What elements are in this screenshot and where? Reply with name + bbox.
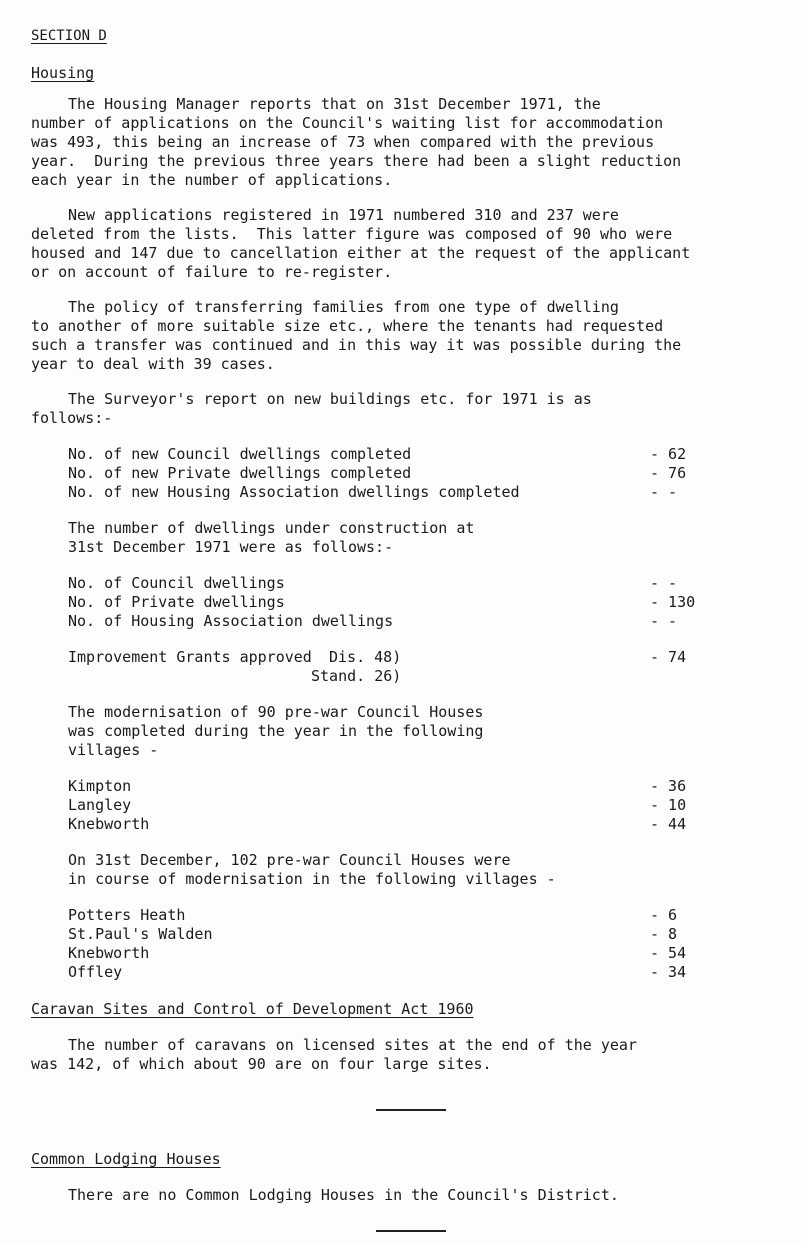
modern-village-value: - 36 xyxy=(650,777,687,795)
housing-para1-line: was 493, this being an increase of 73 when compared with the previous xyxy=(31,133,655,151)
course-intro-line: in course of modernisation in the following villages - xyxy=(68,870,556,888)
modern-intro-line: was completed during the year in the following xyxy=(68,722,484,740)
modern-village-value: - 44 xyxy=(650,815,687,833)
housing-heading: Housing xyxy=(31,64,95,82)
course-intro-line: On 31st December, 102 pre-war Council Houses were xyxy=(68,851,511,869)
course-village-value: - 6 xyxy=(650,906,678,924)
completed-label: No. of new Council dwellings completed xyxy=(68,445,412,463)
housing-para3-line: such a transfer was continued and in this way it was possible during the xyxy=(31,336,682,354)
modern-intro-line: villages - xyxy=(68,741,159,759)
course-village-label: St.Paul's Walden xyxy=(68,925,213,943)
lodging-heading: Common Lodging Houses xyxy=(31,1150,221,1168)
course-village-label: Potters Heath xyxy=(68,906,186,924)
construction-intro-line: The number of dwellings under construction at xyxy=(68,519,475,537)
construction-intro-line: 31st December 1971 were as follows:- xyxy=(68,538,394,556)
housing-para3-line: year to deal with 39 cases. xyxy=(31,355,275,373)
completed-label: No. of new Housing Association dwellings completed xyxy=(68,483,520,501)
housing-para3-line: to another of more suitable size etc., where the tenants had requested xyxy=(31,317,664,335)
grants-stand: Stand. 26) xyxy=(311,667,402,685)
housing-para1-line: number of applications on the Council's waiting list for accommodation xyxy=(31,114,664,132)
section-divider xyxy=(376,1230,446,1232)
section-divider xyxy=(376,1109,446,1111)
construction-label: No. of Housing Association dwellings xyxy=(68,612,394,630)
housing-para2-line: or on account of failure to re-register. xyxy=(31,263,393,281)
housing-para1-line: The Housing Manager reports that on 31st December 1971, the xyxy=(68,95,601,113)
construction-value: - 130 xyxy=(650,593,696,611)
modern-village-label: Kimpton xyxy=(68,777,132,795)
caravan-heading: Caravan Sites and Control of Development Act 1960 xyxy=(31,1000,474,1018)
modern-village-label: Langley xyxy=(68,796,132,814)
housing-para4-line: follows:- xyxy=(31,409,113,427)
course-village-value: - 8 xyxy=(650,925,678,943)
caravan-para-line: was 142, of which about 90 are on four large sites. xyxy=(31,1055,492,1073)
grants-label: Improvement Grants approved xyxy=(68,648,312,666)
grants-dis: Dis. 48) xyxy=(329,648,402,666)
construction-value: - - xyxy=(650,574,678,592)
grants-value: - 74 xyxy=(650,648,687,666)
completed-label: No. of new Private dwellings completed xyxy=(68,464,412,482)
housing-para2-line: deleted from the lists. This latter figure was composed of 90 who were xyxy=(31,225,673,243)
completed-value: - - xyxy=(650,483,678,501)
construction-label: No. of Council dwellings xyxy=(68,574,285,592)
completed-value: - 76 xyxy=(650,464,687,482)
housing-para2-line: housed and 147 due to cancellation either at the request of the applicant xyxy=(31,244,691,262)
course-village-value: - 54 xyxy=(650,944,687,962)
construction-value: - - xyxy=(650,612,678,630)
construction-label: No. of Private dwellings xyxy=(68,593,285,611)
course-village-value: - 34 xyxy=(650,963,687,981)
lodging-para: There are no Common Lodging Houses in the Council's District. xyxy=(68,1186,619,1204)
course-village-label: Knebworth xyxy=(68,944,150,962)
completed-value: - 62 xyxy=(650,445,687,463)
housing-para2-line: New applications registered in 1971 numbered 310 and 237 were xyxy=(68,206,619,224)
modern-intro-line: The modernisation of 90 pre-war Council Houses xyxy=(68,703,484,721)
modern-village-label: Knebworth xyxy=(68,815,150,833)
housing-para3-line: The policy of transferring families from one type of dwelling xyxy=(68,298,619,316)
housing-para1-line: year. During the previous three years there had been a slight reduction xyxy=(31,152,682,170)
housing-para1-line: each year in the number of applications. xyxy=(31,171,393,189)
course-village-label: Offley xyxy=(68,963,123,981)
section-heading: SECTION D xyxy=(31,28,107,44)
housing-para4-line: The Surveyor's report on new buildings etc. for 1971 is as xyxy=(68,390,592,408)
caravan-para-line: The number of caravans on licensed sites at the end of the year xyxy=(68,1036,637,1054)
modern-village-value: - 10 xyxy=(650,796,687,814)
